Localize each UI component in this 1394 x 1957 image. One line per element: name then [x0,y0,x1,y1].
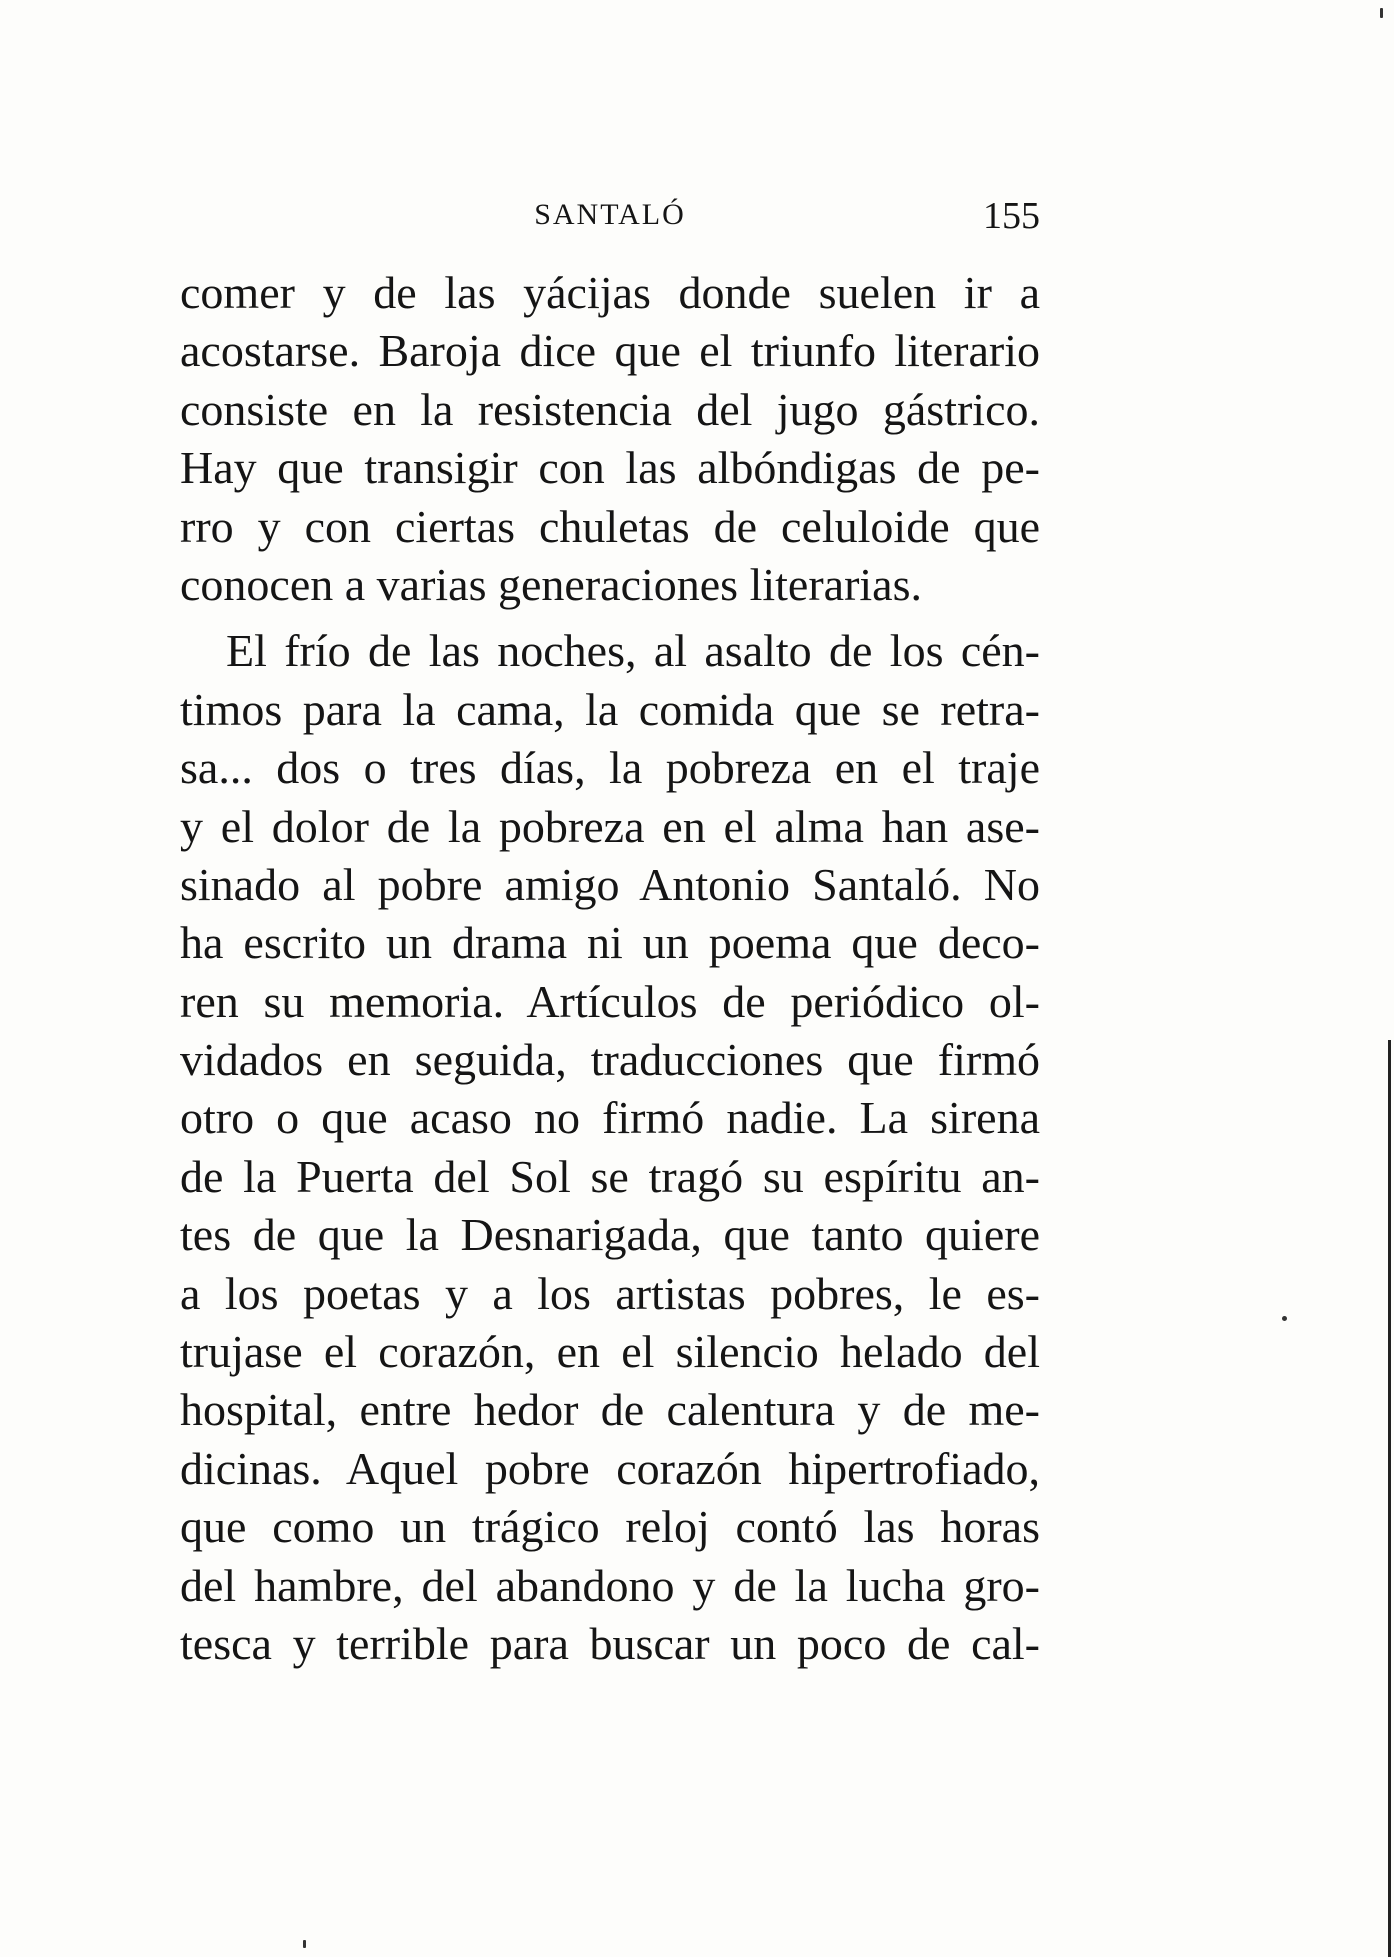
page-number: 155 [983,195,1040,237]
body-text [180,264,1040,1673]
text-line: hospital, entre hedor de calentura y de me- [180,1384,1040,1436]
running-head [180,195,1040,248]
text-line: sinado al pobre amigo Antonio Santaló. No [180,858,1040,910]
scan-speck [303,1940,306,1948]
text-line: rro y con ciertas chuletas de celuloide que [180,500,1040,552]
text-line: vidados en seguida, traducciones que firmó [180,1034,1040,1086]
text-line: timos para la cama, la comida que se retra- [180,683,1040,735]
scan-edge-shadow [1388,1040,1391,1957]
text-line: El frío de las noches, al asalto de los cén- [226,625,1040,677]
paragraph [180,264,1040,614]
text-line: tes de que la Desnarigada, que tanto quiere [180,1209,1040,1261]
text-line: ha escrito un drama ni un poema que deco- [180,917,1040,969]
paragraph-gap [180,614,1040,622]
text-line: sa... dos o tres días, la pobreza en el traje [180,742,1040,794]
text-line: de la Puerta del Sol se tragó su espíritu an- [180,1150,1040,1202]
text-line: consiste en la resistencia del jugo gástrico. [180,383,1040,435]
text-line: comer y de las yácijas donde suelen ir a [180,267,1040,318]
scan-speck [1380,8,1383,18]
text-line: dicinas. Aquel pobre corazón hipertrofiado, [180,1442,1040,1494]
text-line: trujase el corazón, en el silencio helado del [180,1326,1040,1378]
scan-speck [1282,1316,1287,1321]
paragraph [180,622,1040,1673]
text-line: conocen a varias generaciones literarias. [180,558,922,610]
text-line: Hay que transigir con las albóndigas de pe- [180,442,1040,494]
text-line: a los poetas y a los artistas pobres, le es- [180,1267,1040,1319]
text-line: tesca y terrible para buscar un poco de cal- [180,1617,1040,1669]
text-line: otro o que acaso no firmó nadie. La sirena [180,1092,1040,1144]
text-line: acostarse. Baroja dice que el triunfo literario [180,325,1040,377]
text-line: que como un trágico reloj contó las horas [180,1501,1040,1553]
text-line: y el dolor de la pobreza en el alma han ase- [180,800,1040,852]
text-line: ren su memoria. Artículos de periódico ol- [180,975,1040,1027]
chapter-title: SANTALÓ [534,198,686,231]
text-line: del hambre, del abandono y de la lucha gro- [180,1559,1040,1611]
